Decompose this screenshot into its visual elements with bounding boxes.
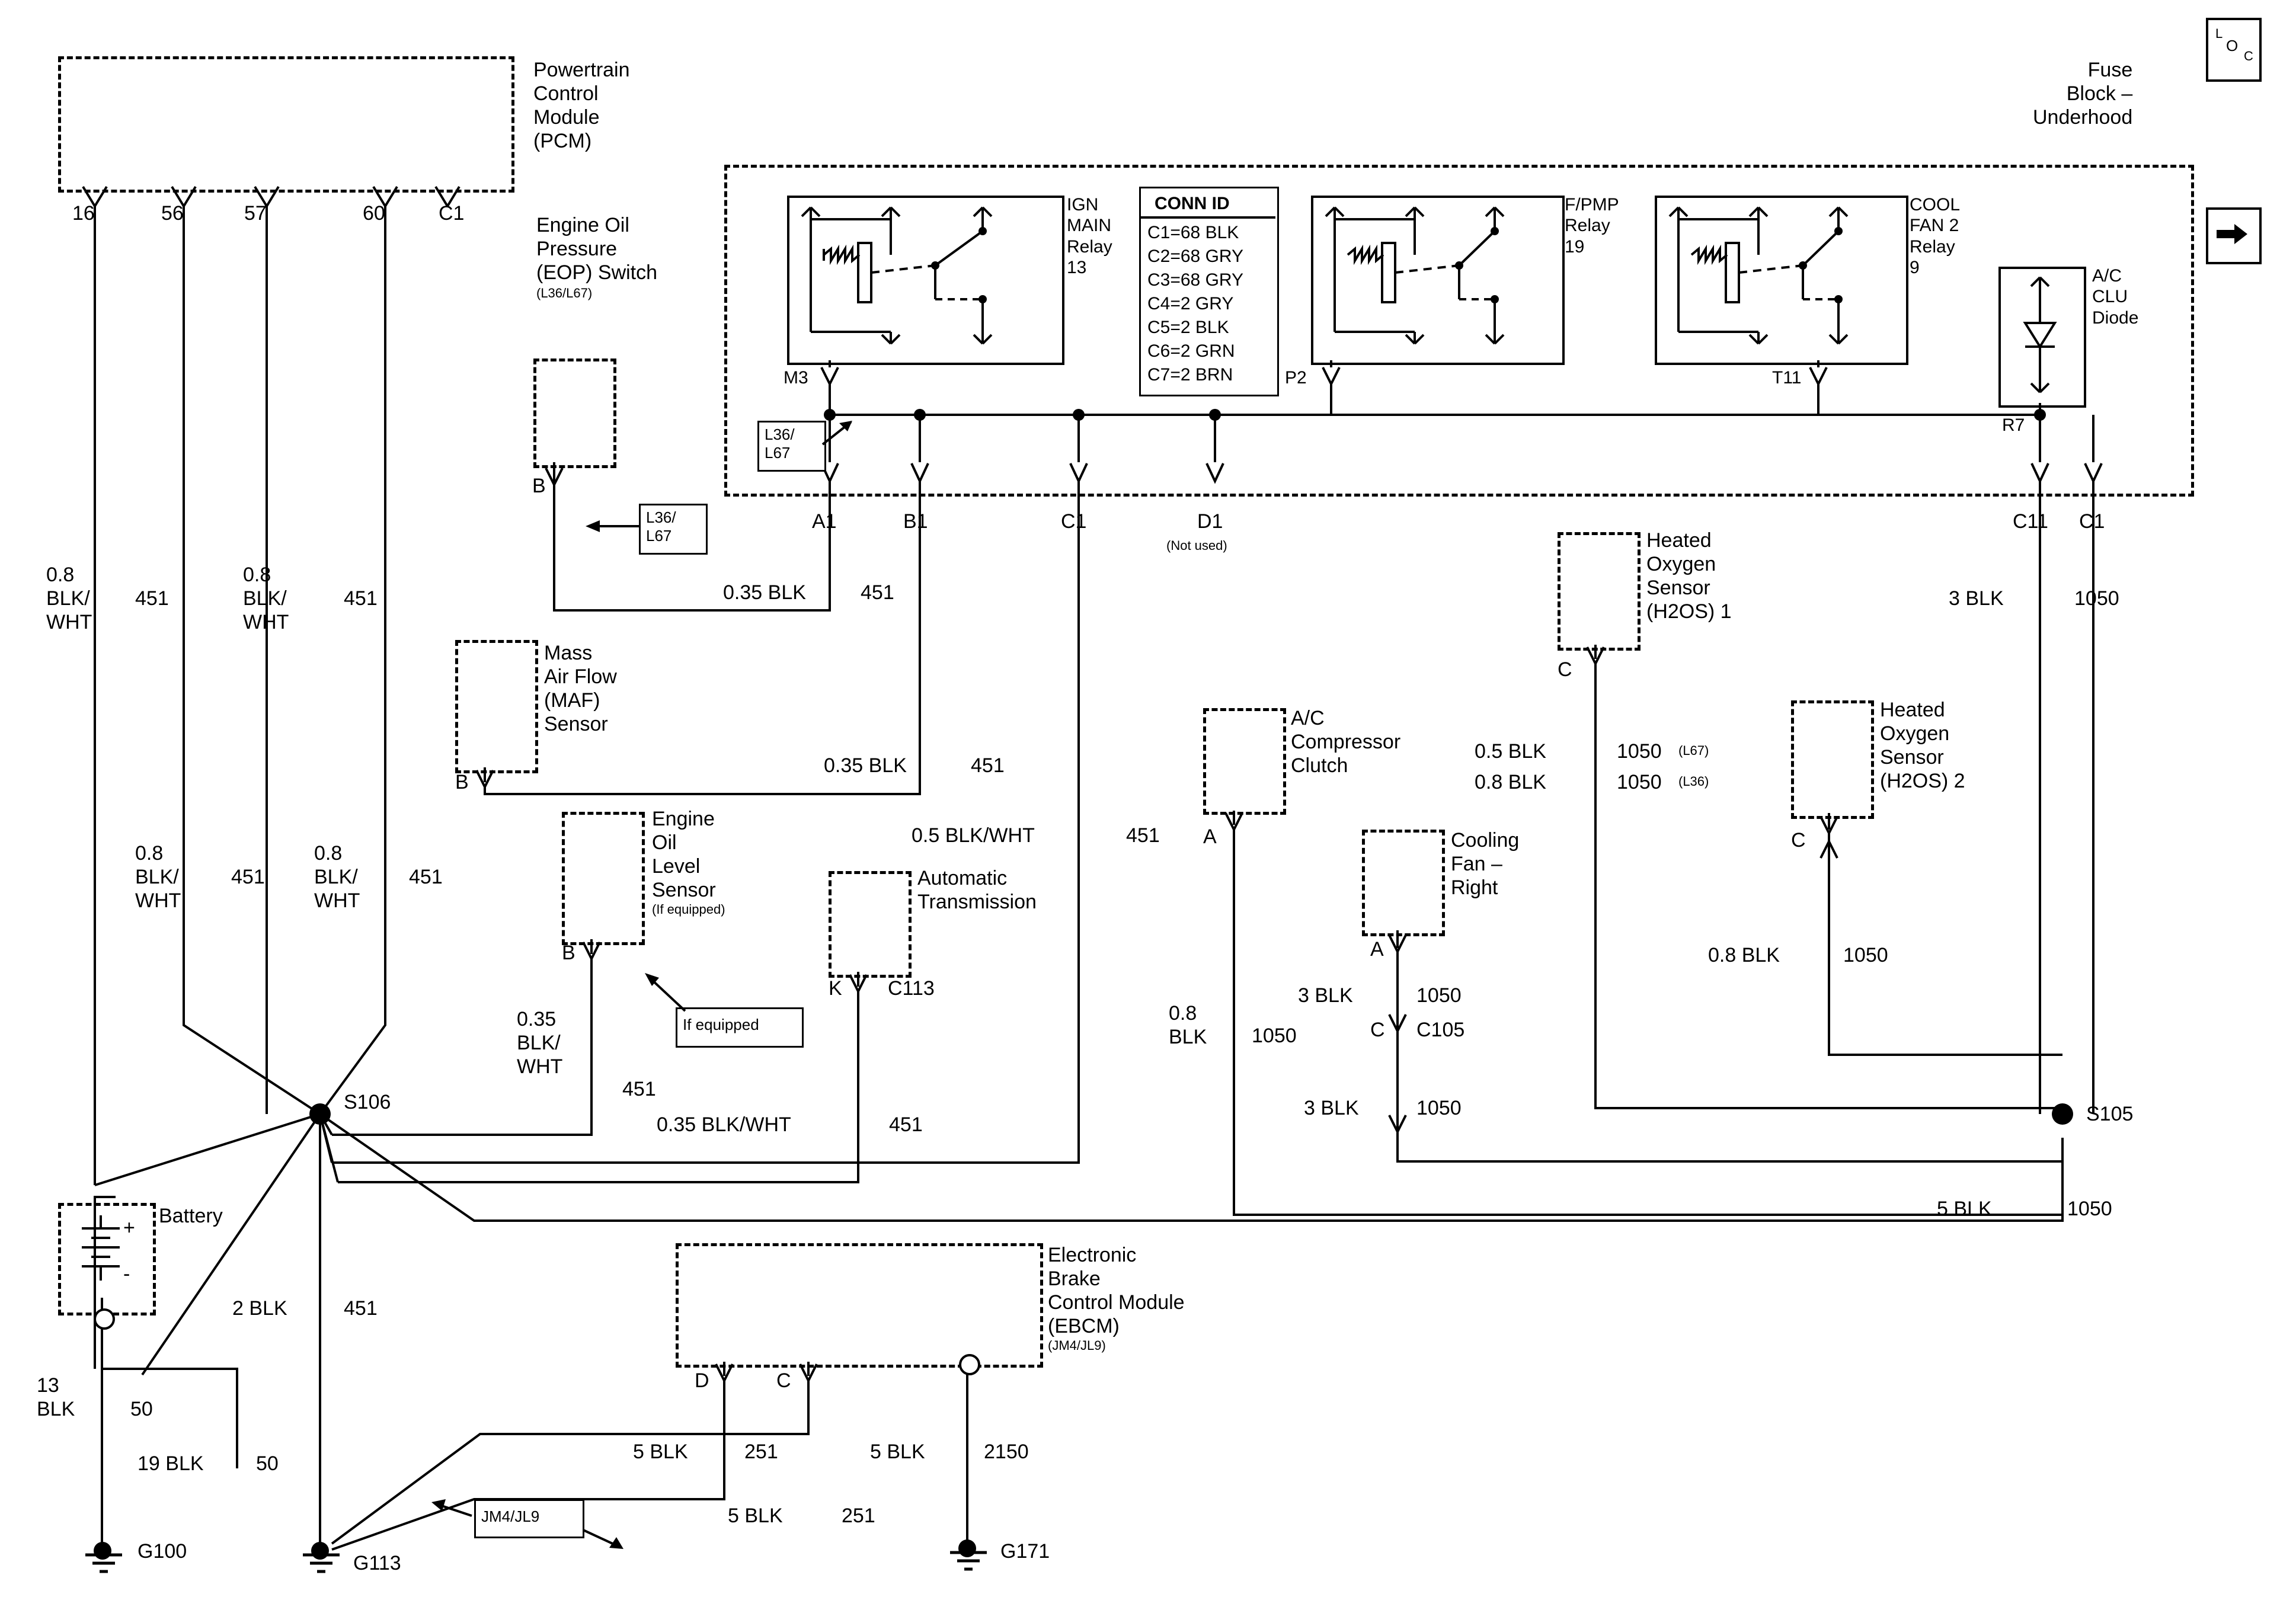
- wire-circuit-10: 1050: [1252, 1025, 1297, 1047]
- wire-label-8: 0.35 BLK/ WHT: [517, 1008, 563, 1078]
- maf-sensor-pin: B: [455, 771, 469, 793]
- wire-circuit-8: 451: [622, 1078, 656, 1100]
- battery-label: Battery: [159, 1205, 223, 1227]
- wire-note-14: (L36): [1678, 774, 1709, 789]
- wire-circuit-17: 1050: [2067, 1198, 2112, 1220]
- wire-label-16: 3 BLK: [1949, 587, 2004, 610]
- terminal-r7: R7: [2002, 415, 2025, 435]
- cool-fan2-relay-label: COOL FAN 2 Relay 9: [1910, 195, 1961, 278]
- conn-id-row-3: C4=2 GRY: [1147, 294, 1234, 313]
- wire-label-9: 0.35 BLK/WHT: [657, 1113, 791, 1136]
- s106-label: S106: [344, 1091, 391, 1113]
- g171-ground-symbol: [942, 1548, 995, 1583]
- wire-circuit-7: 451: [1126, 824, 1160, 847]
- pcm-conn-c1: C1: [439, 202, 465, 225]
- wire-circuit-3: 451: [231, 866, 265, 888]
- terminal-d1-note: (Not used): [1166, 538, 1227, 553]
- wire-label-13: 0.5 BLK: [1475, 740, 1546, 763]
- terminal-p2: P2: [1285, 368, 1307, 388]
- g113-label: G113: [353, 1552, 401, 1574]
- terminal-c1-right: C1: [2079, 510, 2105, 533]
- wire-circuit-13: 1050: [1617, 740, 1662, 763]
- loc-marker-label-o: O: [2226, 37, 2239, 55]
- pcm-pin-56: 56: [161, 202, 184, 225]
- pcm-pin-16: 16: [72, 202, 95, 225]
- wire-circuit-2: 451: [344, 587, 378, 610]
- conn-id-row-4: C5=2 BLK: [1147, 318, 1229, 337]
- h2os2-pin: C: [1791, 829, 1806, 852]
- h2os1-label: Heated Oxygen Sensor (H2OS) 1: [1646, 529, 1732, 623]
- ebcm-pin-d: D: [695, 1369, 709, 1392]
- cooling-fan-conn: C105: [1416, 1019, 1465, 1041]
- fuse-block-label: Fuse Block – Underhood: [2033, 59, 2133, 129]
- battery-plus-sign: +: [123, 1217, 135, 1239]
- ac-compressor-pin: A: [1203, 825, 1217, 848]
- wire-label-10: 0.8 BLK: [1169, 1002, 1207, 1049]
- wire-label-19: 13 BLK: [37, 1374, 75, 1421]
- wire-note-13: (L67): [1678, 743, 1709, 758]
- auto-trans-label: Automatic Transmission: [917, 867, 1037, 914]
- conn-id-row-6: C7=2 BRN: [1147, 365, 1233, 385]
- wire-label-20: 19 BLK: [137, 1452, 204, 1475]
- fpmp-relay-label: F/PMP Relay 19: [1565, 195, 1619, 257]
- ebcm-g171-terminal: [959, 1354, 980, 1375]
- wire-label-11: 3 BLK: [1298, 984, 1353, 1007]
- wire-label-6: 0.35 BLK: [824, 754, 907, 777]
- terminal-a1: A1: [812, 510, 837, 533]
- terminal-d1: D1: [1197, 510, 1223, 533]
- wire-circuit-6: 451: [971, 754, 1005, 777]
- wire-circuit-16: 1050: [2074, 587, 2119, 610]
- conn-id-row-5: C6=2 GRN: [1147, 341, 1235, 361]
- ebcm-sub: (JM4/JL9): [1048, 1338, 1106, 1353]
- cooling-fan-right-label: Cooling Fan – Right: [1451, 829, 1520, 900]
- ign-main-relay-label: IGN MAIN Relay 13: [1067, 195, 1112, 278]
- jm4-jl9-tag-arrows: [415, 1481, 652, 1564]
- l36-l67-tag-label-2: L36/ L67: [646, 508, 676, 545]
- pcm-pin-57: 57: [244, 202, 267, 225]
- conn-id-row-1: C2=68 GRY: [1147, 247, 1244, 266]
- h2os1-pin: C: [1558, 658, 1572, 681]
- wire-label-17: 5 BLK: [1937, 1198, 1992, 1220]
- ebcm-label: Electronic Brake Control Module (EBCM): [1048, 1244, 1185, 1338]
- loc-marker-label-c: C: [2244, 49, 2253, 63]
- wire-circuit-9: 451: [889, 1113, 923, 1136]
- wire-label-14: 0.8 BLK: [1475, 771, 1546, 793]
- wire-circuit-12: 1050: [1416, 1097, 1462, 1119]
- wire-circuit-15: 1050: [1843, 944, 1888, 966]
- wire-label-23: 5 BLK: [728, 1505, 783, 1527]
- auto-trans-pin: K: [829, 977, 842, 1000]
- ac-compressor-clutch-label: A/C Compressor Clutch: [1291, 707, 1401, 777]
- battery-minus-sign: -: [123, 1263, 130, 1285]
- ac-clu-diode-label: A/C CLU Diode: [2092, 266, 2139, 328]
- eop-switch-pin-b: B: [532, 475, 546, 497]
- conn-id-row-0: C1=68 BLK: [1147, 223, 1239, 242]
- wire-label-3: 0.8 BLK/ WHT: [135, 842, 181, 913]
- wire-circuit-20: 50: [256, 1452, 279, 1475]
- h2os2-label: Heated Oxygen Sensor (H2OS) 2: [1880, 699, 1965, 793]
- ebcm-pin-c: C: [776, 1369, 791, 1392]
- s105-label: S105: [2086, 1103, 2134, 1125]
- wire-circuit-11: 1050: [1416, 984, 1462, 1007]
- eop-switch-sub: (L36/L67): [536, 286, 593, 300]
- maf-sensor-label: Mass Air Flow (MAF) Sensor: [544, 642, 617, 736]
- wire-circuit-21: 251: [744, 1441, 778, 1463]
- wire-label-5: 0.35 BLK: [723, 581, 806, 604]
- wire-label-7: 0.5 BLK/WHT: [912, 824, 1035, 847]
- terminal-c1-fb: C1: [1061, 510, 1087, 533]
- jm4-jl9-tag-label: JM4/JL9: [481, 1507, 540, 1525]
- eop-switch-label: Engine Oil Pressure (EOP) Switch: [536, 214, 658, 284]
- wire-circuit-19: 50: [130, 1398, 153, 1420]
- l36-l67-tag-label-1: L36/ L67: [765, 425, 795, 462]
- conn-id-row-2: C3=68 GRY: [1147, 270, 1244, 290]
- terminal-c11: C11: [2013, 510, 2048, 533]
- wire-label-18: 2 BLK: [232, 1297, 287, 1320]
- if-equipped-tag-label: If equipped: [683, 1016, 759, 1033]
- wire-label-12: 3 BLK: [1304, 1097, 1359, 1119]
- conn-id-title: CONN ID: [1155, 194, 1230, 213]
- wire-circuit-14: 1050: [1617, 771, 1662, 793]
- terminal-m3: M3: [784, 368, 808, 388]
- wire-circuit-5: 451: [861, 581, 894, 604]
- wire-circuit-23: 251: [842, 1505, 875, 1527]
- terminal-t11: T11: [1772, 368, 1802, 388]
- g171-label: G171: [1000, 1540, 1050, 1563]
- terminal-b1: B1: [903, 510, 928, 533]
- wire-label-1: 0.8 BLK/ WHT: [46, 564, 92, 634]
- wire-label-4: 0.8 BLK/ WHT: [314, 842, 360, 913]
- cooling-fan-pin-a: A: [1370, 938, 1384, 961]
- wire-label-21: 5 BLK: [633, 1441, 688, 1463]
- wire-circuit-4: 451: [409, 866, 443, 888]
- eols-label: Engine Oil Level Sensor: [652, 808, 716, 902]
- loc-marker-label: L: [2215, 26, 2223, 41]
- cooling-fan-pin-c: C: [1370, 1019, 1385, 1041]
- pcm-pin-60: 60: [363, 202, 385, 225]
- wire-circuit-1: 451: [135, 587, 169, 610]
- g100-label: G100: [137, 1540, 187, 1563]
- wire-label-15: 0.8 BLK: [1708, 944, 1780, 966]
- auto-trans-conn: C113: [888, 977, 935, 1000]
- wire-circuit-18: 451: [344, 1297, 378, 1320]
- wire-label-2: 0.8 BLK/ WHT: [243, 564, 289, 634]
- wire-label-22: 5 BLK: [870, 1441, 925, 1463]
- wire-circuit-22: 2150: [984, 1441, 1029, 1463]
- eols-pin: B: [562, 942, 575, 964]
- pcm-label: Powertrain Control Module (PCM): [533, 59, 630, 153]
- eols-sub: (If equipped): [652, 902, 725, 917]
